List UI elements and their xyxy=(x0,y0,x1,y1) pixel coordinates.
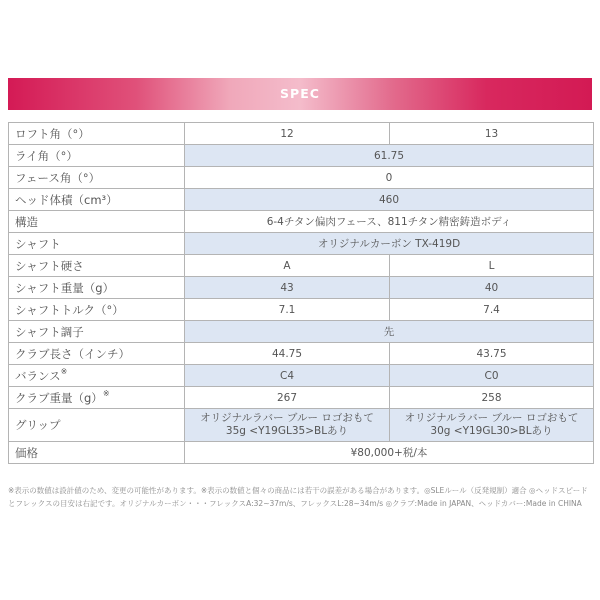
row-value-1: 12 xyxy=(185,123,390,145)
row-value: 61.75 xyxy=(185,145,594,167)
table-row xyxy=(9,189,594,211)
table-row xyxy=(9,255,594,277)
row-value: 0 xyxy=(185,167,594,189)
row-value-2: 43.75 xyxy=(390,343,594,365)
row-value-2: C0 xyxy=(390,365,594,387)
note-mark: ※ xyxy=(60,366,68,376)
row-value: 460 xyxy=(185,189,594,211)
row-value-2: オリジナルラバー ブルー ロゴおもて 30g <Y19GL30>BLあり xyxy=(390,409,594,442)
row-label-with-note xyxy=(9,365,185,387)
row-label: シャフト xyxy=(9,233,185,255)
table-row xyxy=(9,145,594,167)
table-row xyxy=(9,299,594,321)
row-label: クラブ長さ（インチ） xyxy=(9,343,185,365)
table-row xyxy=(9,321,594,343)
row-value-2: L xyxy=(390,255,594,277)
table-row xyxy=(9,365,594,387)
row-value-1: A xyxy=(185,255,390,277)
row-label: グリップ xyxy=(9,409,185,442)
row-value-1: 43 xyxy=(185,277,390,299)
table-row xyxy=(9,277,594,299)
row-value-2: 40 xyxy=(390,277,594,299)
row-value-1: 267 xyxy=(185,387,390,409)
row-label: シャフトトルク（°） xyxy=(9,299,185,321)
table-row xyxy=(9,387,594,409)
table-row xyxy=(9,211,594,233)
row-value-2: 258 xyxy=(390,387,594,409)
row-value-1: 7.1 xyxy=(185,299,390,321)
table-row xyxy=(9,409,594,442)
row-label: ヘッド体積（cm³） xyxy=(9,189,185,211)
row-value-2: 13 xyxy=(390,123,594,145)
row-label: シャフト硬さ xyxy=(9,255,185,277)
row-value: 先 xyxy=(185,321,594,343)
table-row xyxy=(9,123,594,145)
table-row xyxy=(9,167,594,189)
row-label: ロフト角（°） xyxy=(9,123,185,145)
spec-title: SPEC xyxy=(280,86,320,101)
row-label-with-note xyxy=(9,387,185,409)
row-value-2: 7.4 xyxy=(390,299,594,321)
spec-table xyxy=(8,122,594,464)
table-row xyxy=(9,343,594,365)
row-label: フェース角（°） xyxy=(9,167,185,189)
row-label: 構造 xyxy=(9,211,185,233)
spec-banner xyxy=(8,78,592,110)
row-label: ライ角（°） xyxy=(9,145,185,167)
row-label: バランス xyxy=(15,368,61,383)
note-mark: ※ xyxy=(102,388,110,398)
row-value-1: 44.75 xyxy=(185,343,390,365)
footnotes: ※表示の数値は設計値のため、変更の可能性があります。※表示の数値と個々の商品には若干の誤差がある場合があります。◎SLEルール（反発規制）適合 ◎ヘッドスピードとフレックスの目安は右記です。オリジナルカーボン・・・フレックスA:32~37m/s、フレックスL:28~34m/s ◎クラブ:Made in JAPAN、ヘッドカバー:Made in CHINA xyxy=(8,486,588,508)
row-value: ¥80,000+税/本 xyxy=(185,442,594,464)
table-row xyxy=(9,442,594,464)
table-row xyxy=(9,233,594,255)
row-value: 6-4チタン偏肉フェース、811チタン精密鋳造ボディ xyxy=(185,211,594,233)
row-label: シャフト重量（g） xyxy=(9,277,185,299)
row-value-1: オリジナルラバー ブルー ロゴおもて 35g <Y19GL35>BLあり xyxy=(185,409,390,442)
row-label: シャフト調子 xyxy=(9,321,185,343)
row-label: 価格 xyxy=(9,442,185,464)
row-value: オリジナルカーボン TX-419D xyxy=(185,233,594,255)
row-label: クラブ重量（g） xyxy=(15,390,103,405)
row-value-1: C4 xyxy=(185,365,390,387)
